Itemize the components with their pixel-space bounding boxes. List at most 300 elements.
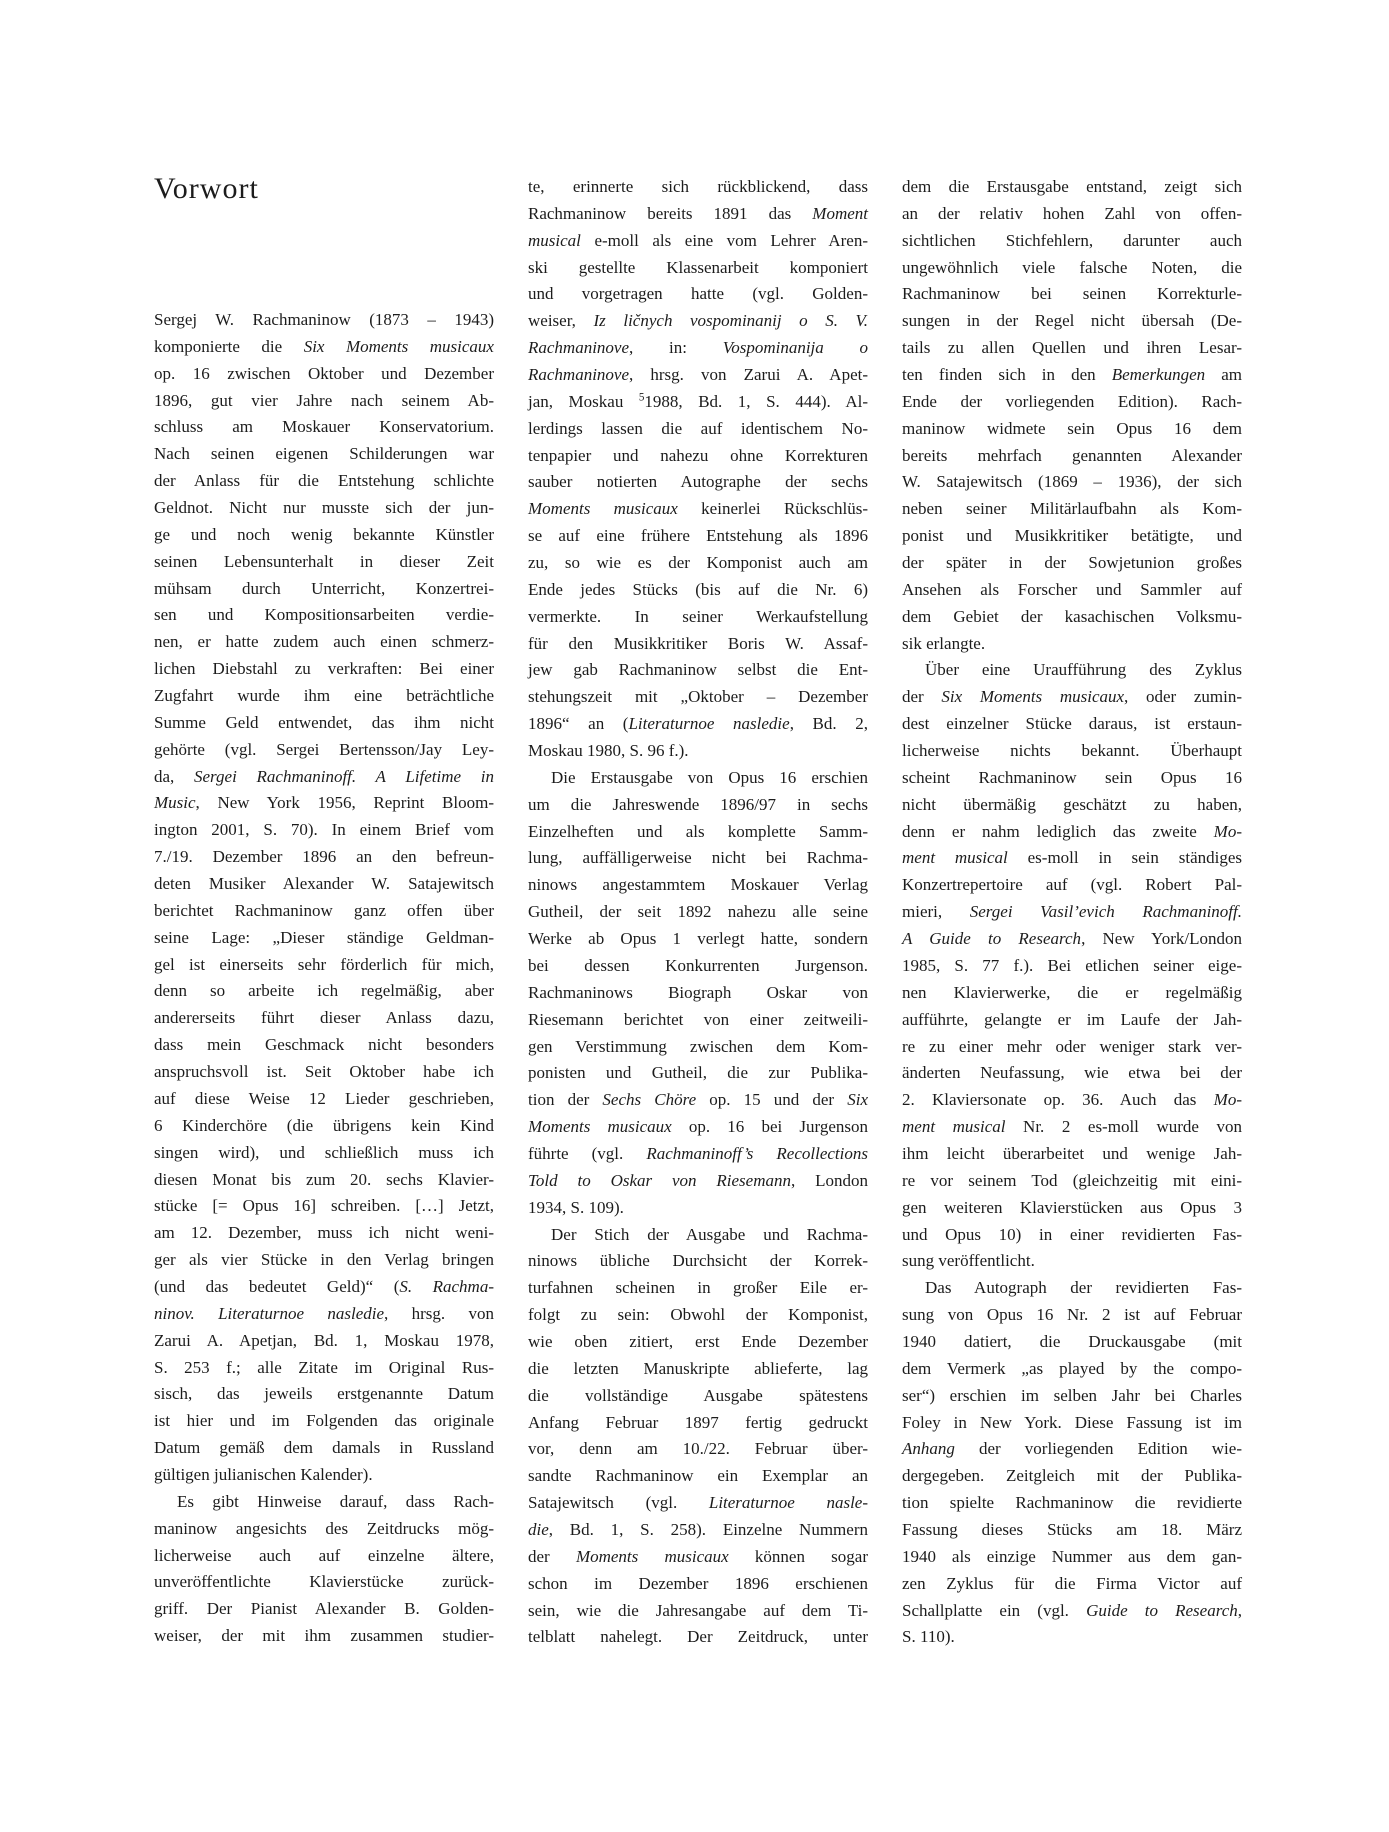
text-run: Nach seinen eigenen Schilderungen war [154,444,494,464]
text-run: vermerkte. In seiner Werkaufstellung [528,606,868,626]
text-line [902,228,1242,255]
text-run: sik erlangte. [902,633,986,653]
text-line [528,1034,868,1061]
text-run: Nr. 2 es-moll wurde von [1005,1117,1242,1137]
text-line [154,1543,494,1570]
text-line [902,631,1242,658]
text-run: aufführte, gelangte er im Laufe der Jah- [902,1009,1242,1029]
text-line [902,443,1242,470]
text-line [902,684,1242,711]
text-run: Werke ab Opus 1 verlegt hatte, sondern [528,929,868,949]
text-column-1 [154,307,494,1650]
text-run: dem Vermerk „as played by the compo- [902,1358,1242,1378]
text-run: der [902,687,942,707]
italic-title-text: Six Moments musicaux [941,687,1125,707]
text-line [902,335,1242,362]
text-run: Fassung dieses Stücks am 18. März [902,1519,1242,1539]
text-line [528,281,868,308]
text-run: Die Erstausgabe von Opus 16 erschien [551,767,868,787]
text-run: ihm leicht überarbeitet und wenige Jah- [902,1143,1242,1163]
text-run: ski gestellte Klassenarbeit komponiert [528,257,868,277]
text-run: maninow angesichts des Zeitdrucks mög- [154,1518,494,1538]
text-line [528,872,868,899]
text-line [528,1114,868,1141]
text-line [902,174,1242,201]
text-line [154,549,494,576]
text-line [528,1248,868,1275]
text-line [154,656,494,683]
text-run: mühsam durch Unterricht, Konzertrei- [154,578,494,598]
text-line [902,1222,1242,1249]
text-run: licherweise nichts bekannt. Überhaupt [902,741,1242,761]
text-line [902,1517,1242,1544]
text-line [902,1195,1242,1222]
italic-title-text: Moments musicaux [575,1546,729,1566]
text-run: lerdings lassen die auf identischem No- [528,418,868,438]
text-line [528,926,868,953]
text-run: 2. Klaviersonate op. 36. Auch das [902,1090,1214,1110]
text-run: lung, auffälligerweise nicht bei Rachma- [528,848,868,868]
text-line [902,1248,1242,1275]
text-line [902,1598,1242,1625]
text-column-2 [528,174,868,1651]
text-line [902,1571,1242,1598]
text-run: vor, denn am 10./22. Februar über- [528,1439,868,1459]
text-run: führte (vgl. [528,1143,647,1163]
page-title: Vorwort [154,172,259,205]
text-run: komponierte die [154,336,304,356]
text-line [154,522,494,549]
italic-title-text: musical [528,230,581,250]
italic-title-text: Literaturnoe nasledie [628,714,790,734]
text-run: scheint Rachmaninow sein Opus 16 [902,767,1242,787]
text-run: Es gibt Hinweise darauf, dass Rach- [177,1491,494,1511]
text-line [902,926,1242,953]
text-line [154,1301,494,1328]
text-run: dergegeben. Zeitgleich mit der Publika- [902,1466,1242,1486]
text-run: griff. Der Pianist Alexander B. Golden- [154,1599,494,1619]
text-run: 7./19. Dezember 1896 an den befreun- [154,847,494,867]
text-line [528,443,868,470]
text-line [528,1007,868,1034]
text-run: 6 Kinderchöre (die übrigens kein Kind [154,1115,494,1135]
text-run: Rachmaninows Biograph Oskar von [528,982,868,1002]
text-line [902,362,1242,389]
text-line [154,737,494,764]
text-run: und Opus 10) in einer revidierten Fas- [902,1224,1242,1244]
text-run: ponisten und Gutheil, die zur Publika- [528,1063,868,1083]
text-run: anspruchsvoll ist. Seit Oktober habe ich [154,1062,494,1082]
text-run: ge und noch wenig bekannte Künstler [154,524,494,544]
text-line [902,1410,1242,1437]
text-line [154,1032,494,1059]
text-run: sen und Kompositionsarbeiten verdie- [154,605,494,625]
text-run: nen, er hatte zudem auch einen schmerz- [154,632,494,652]
text-column-3 [902,174,1242,1651]
text-run: der [528,1546,576,1566]
italic-title-text: Sechs Chöre [602,1090,697,1110]
text-run: ninows angestammtem Moskauer Verlag [528,875,868,895]
text-run: gültigen julianischen Kalender). [154,1464,373,1484]
text-run: ger als vier Stücke in den Verlag bringen [154,1250,494,1270]
paragraph [528,765,868,1222]
text-run: können sogar [728,1546,868,1566]
text-run: op. 16 zwischen Oktober und Dezember [154,363,494,383]
text-run: bereits mehrfach genannten Alexander [902,445,1242,465]
text-line [902,281,1242,308]
text-run: Riesemann berichtet von einer zeitweili- [528,1009,868,1029]
text-line [528,201,868,228]
text-line [902,1141,1242,1168]
text-run: nen Klavierwerke, die er regelmäßig [902,982,1242,1002]
text-line [902,1624,1242,1651]
text-run: deten Musiker Alexander W. Satajewitsch [154,874,494,894]
text-run: , oder zumin- [1124,687,1242,707]
text-run: Ansehen als Forscher und Sammler auf [902,579,1242,599]
text-run: 1940 datiert, die Druckausgabe (mit [902,1331,1242,1351]
text-run: Ende der vorliegenden Edition). Rach- [902,391,1242,411]
text-line [528,174,868,201]
text-run: , London [791,1170,868,1190]
text-line [154,817,494,844]
text-line [902,255,1242,282]
text-run: dem Gebiet der kasachischen Volksmu- [902,606,1242,626]
text-run: ington 2001, S. 70). In einem Brief vom [154,820,494,840]
text-line [528,792,868,819]
text-run: , New York/London [1081,929,1243,949]
text-run: gel ist einerseits sehr förderlich für mich, [154,954,494,974]
text-run: nicht übermäßig geschätzt zu haben, [902,794,1242,814]
text-line [902,1329,1242,1356]
text-line [902,1383,1242,1410]
italic-title-text: Music [154,793,196,813]
text-run: lichen Diebstahl zu verkraften: Bei einer [154,659,494,679]
text-line [154,1381,494,1408]
text-line [902,1463,1242,1490]
italic-title-text: Guide to Research [1086,1600,1238,1620]
text-run: folgt zu sein: Obwohl der Komponist, [528,1305,868,1325]
text-run: tion spielte Rachmaninow die revidierte [902,1493,1242,1513]
text-run: gehörte (vgl. Sergei Bertensson/Jay Ley- [154,739,494,759]
italic-title-text: Rachmaninoff’s Recollections [646,1143,868,1163]
text-run: denn so arbeite ich regelmäßig, aber [154,981,494,1001]
text-run: 1985, S. 77 f.). Bei etlichen seiner eige- [902,955,1242,975]
text-line [154,307,494,334]
text-run: die letzten Manuskripte ablieferte, lag [528,1358,868,1378]
text-run: seine Lage: „Dieser ständige Geldman- [154,927,494,947]
text-run: sung von Opus 16 Nr. 2 ist auf Februar [902,1305,1242,1325]
text-run: schon im Dezember 1896 erschienen [528,1573,868,1593]
italic-title-text: Rachmaninove [528,365,630,385]
text-line [528,604,868,631]
text-run: weiser, der mit ihm zusammen studier- [154,1626,494,1646]
text-run: S. 253 f.; alle Zitate im Original Rus- [154,1357,494,1377]
text-line [902,1302,1242,1329]
text-line [902,550,1242,577]
text-line [528,1195,868,1222]
text-line [154,1167,494,1194]
text-run: zen Zyklus für die Firma Victor auf [902,1573,1242,1593]
text-line [154,1408,494,1435]
text-line [528,389,868,416]
text-line [528,228,868,255]
text-line [154,1274,494,1301]
text-run: es-moll in sein ständiges [1007,848,1242,868]
text-line [154,1193,494,1220]
text-run: an der relativ hohen Zahl von offen- [902,203,1242,223]
text-line [154,978,494,1005]
text-run: stücke [= Opus 16] schreiben. […] Jetzt, [154,1196,494,1216]
text-line [902,899,1242,926]
text-line [902,1114,1242,1141]
text-run: sein, wie die Jahresangabe auf dem Ti- [528,1600,868,1620]
text-line [528,980,868,1007]
text-line [154,1247,494,1274]
text-run: tenpapier und nahezu ohne Korrekturen [528,445,868,465]
italic-title-text: Iz ličnych vospominanij o S. V. [593,311,869,331]
text-line [154,1462,494,1489]
text-run: berichtet Rachmaninow ganz offen über [154,900,494,920]
text-line [154,1328,494,1355]
text-line [154,898,494,925]
text-run: ninows übliche Durchsicht der Korrek- [528,1251,868,1271]
italic-title-text: Mo- [1213,1090,1242,1110]
text-line [154,1140,494,1167]
text-line [154,1489,494,1516]
text-run: unveröffentlichte Klavierstücke zurück- [154,1572,494,1592]
text-line [528,416,868,443]
paragraph [528,174,868,765]
text-line [528,1222,868,1249]
paragraph [902,657,1242,1275]
italic-title-text: Moments musicaux [528,499,678,519]
text-line [528,631,868,658]
text-run: sung veröffentlicht. [902,1251,1035,1271]
text-line [528,1624,868,1651]
text-run: die vollständige Ausgabe spätestens [528,1385,868,1405]
text-run: Über eine Uraufführung des Zyklus [925,660,1242,680]
text-run: diesen Monat bis zum 20. sechs Klavier- [154,1169,494,1189]
text-run: jan, Moskau [528,391,639,411]
italic-title-text: Literaturnoe nasle- [708,1493,868,1513]
text-run: der Anlass für die Entstehung schlichte [154,471,494,491]
text-line [154,1569,494,1596]
text-line [528,899,868,926]
text-run: Summe Geld entwendet, das ihm nicht [154,712,494,732]
text-run: ten finden sich in den [902,365,1112,385]
text-run: , hrsg. von Zarui A. Apet- [629,365,868,385]
text-line [902,1007,1242,1034]
text-run: sungen in der Regel nicht übersah (De- [902,311,1242,331]
text-line [902,765,1242,792]
text-run: Datum gemäß dem damals in Russland [154,1438,494,1458]
text-line [902,416,1242,443]
text-line [902,389,1242,416]
text-line [154,1623,494,1650]
text-run: , hrsg. von [384,1303,495,1323]
text-run: Rachmaninow bei seinen Korrekturle- [902,284,1242,304]
text-run: bei dessen Konkurrenten Jurgenson. [528,955,868,975]
text-run: 1940 als einzige Nummer aus dem gan- [902,1546,1242,1566]
text-line [528,362,868,389]
text-run: ungewöhnlich viele falsche Noten, die [902,257,1242,277]
text-line [154,495,494,522]
text-line [154,441,494,468]
text-line [154,334,494,361]
text-run: se auf eine frühere Entstehung als 1896 [528,526,868,546]
text-line [528,1087,868,1114]
text-line [902,1275,1242,1302]
text-run: singen wird), und schließlich muss ich [154,1142,494,1162]
text-run: 1934, S. 109). [528,1197,624,1217]
italic-title-text: Rachmaninove [528,338,630,358]
text-line [528,496,868,523]
text-run: tion der [528,1090,603,1110]
text-line [902,1168,1242,1195]
text-run: Geldnot. Nicht nur musste sich der jun- [154,498,494,518]
text-run: , [1237,1600,1242,1620]
text-line [154,629,494,656]
text-line [154,1435,494,1462]
text-line [154,1516,494,1543]
text-run: 1896, gut vier Jahre nach seinem Ab- [154,390,494,410]
text-run: um die Jahreswende 1896/97 in sechs [528,794,868,814]
text-run: mieri, [902,902,970,922]
text-run: 1988, Bd. 1, S. 444). Al- [644,391,869,411]
text-line [528,308,868,335]
text-run: Konzertrepertoire auf (vgl. Robert Pal- [902,875,1242,895]
text-line [528,1168,868,1195]
text-run: ponist und Musikkritiker betätigte, und [902,526,1242,546]
text-line [902,577,1242,604]
italic-title-text: Moments musicaux [528,1117,672,1137]
text-line [154,1086,494,1113]
text-run: , Bd. 2, [789,714,868,734]
text-run: te, erinnerte sich rückblickend, dass [528,177,868,196]
text-line [154,790,494,817]
text-run: sandte Rachmaninow ein Exemplar an [528,1466,868,1486]
text-run: re vor seinem Tod (gleichzeitig mit eini- [902,1170,1242,1190]
text-line [528,1329,868,1356]
text-run: tails zu allen Quellen und ihren Lesar- [902,338,1242,358]
text-line [902,1490,1242,1517]
text-line [528,819,868,846]
text-line [902,980,1242,1007]
paragraph [154,1489,494,1650]
text-run: seinen Lebensunterhalt in dieser Zeit [154,551,494,571]
text-run: wie oben zitiert, erst Ende Dezember [528,1331,868,1351]
text-line [154,952,494,979]
text-line [902,1087,1242,1114]
text-run: Schallplatte ein (vgl. [902,1600,1087,1620]
text-line [528,1383,868,1410]
text-line [528,1544,868,1571]
text-run: auf diese Weise 12 Lieder geschrieben, [154,1088,494,1108]
text-line [528,1141,868,1168]
text-run: Satajewitsch (vgl. [528,1493,709,1513]
text-run: schluss am Moskauer Konservatorium. [154,417,494,437]
text-run: da, [154,766,195,786]
text-run: am [1205,365,1242,385]
text-line [902,872,1242,899]
text-run: sichtlichen Stichfehlern, darunter auch [902,230,1242,250]
text-run: weiser, [528,311,594,331]
text-line [528,577,868,604]
text-line [528,255,868,282]
text-run: keinerlei Rückschlüs- [677,499,869,519]
text-line [528,1060,868,1087]
text-line [902,604,1242,631]
italic-title-text: Mo- [1213,821,1242,841]
text-run: ist hier und im Folgenden das originale [154,1411,494,1431]
text-run: , Bd. 1, S. 258). Einzelne Nummern [548,1519,868,1539]
text-line [902,1034,1242,1061]
italic-title-text: Told to Oskar von Riesemann [528,1170,791,1190]
text-run: (und das bedeutet Geld)“ ( [154,1276,400,1296]
text-run: telblatt nahelegt. Der Zeitdruck, unter [528,1627,868,1647]
text-line [528,1436,868,1463]
text-line [528,1571,868,1598]
text-line [902,845,1242,872]
text-line [902,738,1242,765]
text-run: ser“) erschien im selben Jahr bei Charles [902,1385,1242,1405]
text-line [902,469,1242,496]
text-line [154,388,494,415]
text-line [528,469,868,496]
paragraph [528,1222,868,1652]
text-run: am 12. Dezember, muss ich nicht weni- [154,1223,494,1243]
text-run: Moskau 1980, S. 96 f.). [528,741,689,761]
text-run: der vorliegenden Edition wie- [954,1439,1242,1459]
italic-title-text: Sergei Rachmaninoff. A Lifetime in [194,766,494,786]
text-run: re zu einer mehr oder weniger stark ver- [902,1036,1242,1056]
text-run: dest einzelner Stücke daraus, ist erstaun- [902,714,1242,734]
text-line [154,602,494,629]
italic-title-text: S. Rachma- [399,1276,494,1296]
text-line [154,1596,494,1623]
text-run: maninow widmete sein Opus 16 dem [902,418,1242,438]
text-run: Der Stich der Ausgabe und Rachma- [551,1224,868,1244]
text-run: Anfang Februar 1897 fertig gedruckt [528,1412,868,1432]
text-line [902,1544,1242,1571]
text-run: , in: [629,338,723,358]
text-run: Sergej W. Rachmaninow (1873 – 1943) [154,310,494,329]
text-run: für den Musikkritiker Boris W. Assaf- [528,633,868,653]
italic-title-text: Six [847,1090,868,1110]
text-line [154,1059,494,1086]
text-line [154,1220,494,1247]
text-line [528,765,868,792]
text-run: und vorgetragen hatte (vgl. Golden- [528,284,868,304]
text-run: der später in der Sowjetunion großes [902,553,1242,573]
text-run: gen Verstimmung zwischen dem Kom- [528,1036,868,1056]
text-line [528,738,868,765]
italic-title-text: die [528,1519,549,1539]
text-line [902,1060,1242,1087]
text-run: Das Autograph der revidierten Fas- [925,1278,1242,1298]
text-line [528,1275,868,1302]
italic-title-text: Bemerkungen [1111,365,1206,385]
text-line [154,871,494,898]
italic-title-text: ment musical [902,848,1008,868]
text-run: S. 110). [902,1627,955,1647]
text-run: zu, so wie es der Komponist auch am [528,553,868,573]
text-line [154,414,494,441]
text-line [902,1356,1242,1383]
text-line [154,1113,494,1140]
paragraph [902,174,1242,657]
text-line [154,925,494,952]
